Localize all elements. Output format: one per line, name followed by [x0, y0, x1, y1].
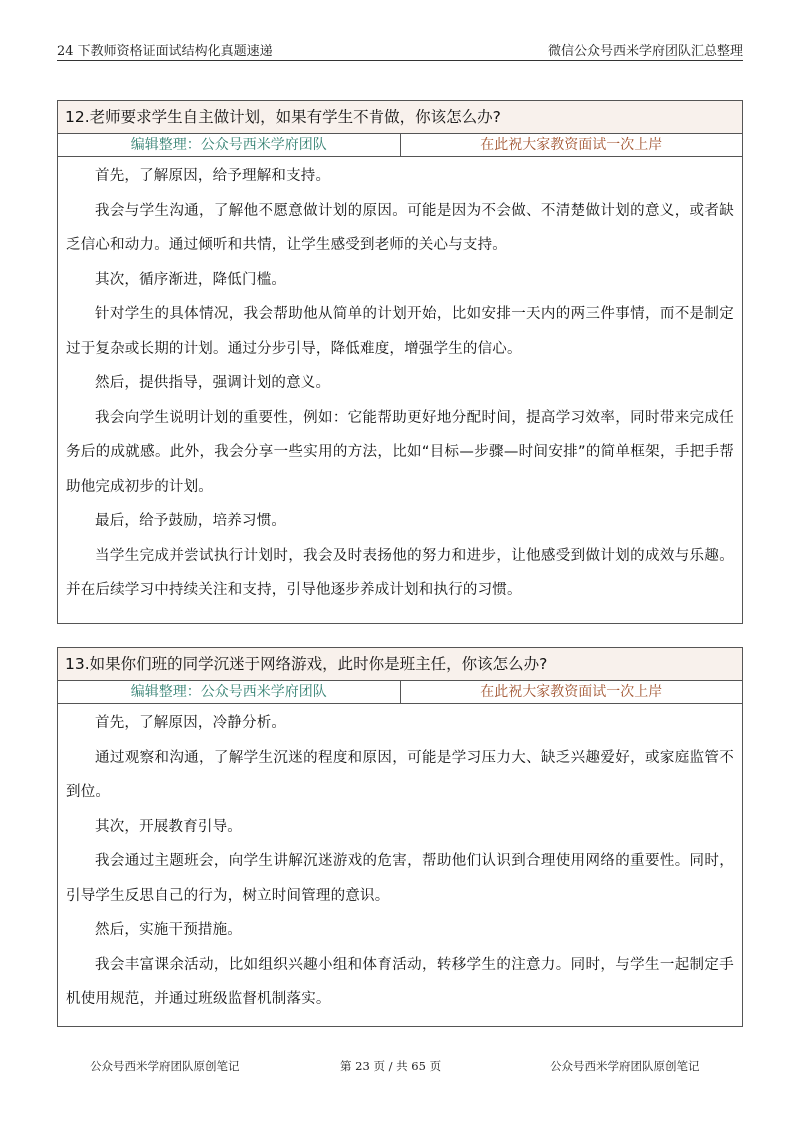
editor-credit: 编辑整理：公众号西米学府团队	[58, 681, 401, 703]
answer-paragraph: 我会丰富课余活动，比如组织兴趣小组和体育活动，转移学生的注意力。同时，与学生一起制定手机使用规范，并通过班级监督机制落实。	[66, 956, 734, 1007]
editor-row	[58, 134, 742, 157]
answer-paragraph: 针对学生的具体情况，我会帮助他从简单的计划开始，比如安排一天内的两三件事情，而不是制定过于复杂或长期的计划。通过分步引导，降低难度，增强学生的信心。	[66, 306, 734, 357]
page-footer	[0, 1058, 800, 1078]
footer-right-note: 公众号西米学府团队原创笔记	[550, 1059, 700, 1073]
answer-paragraph: 我会向学生说明计划的重要性，例如：它能帮助更好地分配时间，提高学习效率，同时带来完成任务后的成就感。此外，我会分享一些实用的方法，比如“目标—步骤—时间安排”的简单框架，手把手帮助他完成初步的计划。	[66, 409, 734, 495]
answer-paragraph: 其次，开展教育引导。	[95, 818, 242, 835]
answer-paragraph: 然后，实施干预措施。	[95, 922, 242, 938]
answer-paragraph: 当学生完成并尝试执行计划时，我会及时表扬他的努力和进步，让他感受到做计划的成效与乐趣。并在后续学习中持续关注和支持，引导他逐步养成计划和执行的习惯。	[66, 547, 734, 598]
header-right-source: 微信公众号西米学府团队汇总整理	[547, 44, 743, 59]
header-left-title: 24 下教师资格证面试结构化真题速递	[57, 44, 273, 59]
page-number: 第 23 页 / 共 65 页	[340, 1059, 442, 1073]
editor-row	[58, 681, 742, 704]
answer-paragraph: 最后，给予鼓励，培养习惯。	[95, 513, 287, 529]
answer-paragraph: 首先，了解原因，冷静分析。	[95, 715, 287, 731]
answer-paragraph: 我会与学生沟通，了解他不愿意做计划的原因。可能是因为不会做、不清楚做计划的意义，或者缺乏信心和动力。通过倾听和共情，让学生感受到老师的关心与支持。	[66, 202, 734, 253]
answer-paragraph: 其次，循序渐进，降低门槛。	[95, 271, 287, 288]
page-header	[57, 36, 743, 61]
answer-paragraph: 然后，提供指导，强调计划的意义。	[95, 375, 331, 391]
wish-text: 在此祝大家教资面试一次上岸	[480, 684, 663, 700]
answer-paragraph: 我会通过主题班会，向学生讲解沉迷游戏的危害，帮助他们认识到合理使用网络的重要性。同时，引导学生反思自己的行为，树立时间管理的意识。	[66, 853, 734, 904]
question-title: 12.老师要求学生自主做计划，如果有学生不肯做，你该怎么办?	[58, 101, 742, 134]
answer-paragraph: 首先，了解原因，给予理解和支持。	[95, 168, 331, 184]
wish-text: 在此祝大家教资面试一次上岸	[480, 137, 663, 153]
question-box-13	[57, 647, 743, 1027]
editor-credit: 编辑整理：公众号西米学府团队	[58, 134, 401, 156]
answer-content	[58, 704, 742, 1023]
answer-content	[58, 157, 742, 614]
question-box-12	[57, 100, 743, 624]
footer-left-note: 公众号西米学府团队原创笔记	[90, 1059, 240, 1073]
answer-paragraph: 通过观察和沟通，了解学生沉迷的程度和原因，可能是学习压力大、缺乏兴趣爱好，或家庭监管不到位。	[66, 749, 734, 800]
question-title: 13.如果你们班的同学沉迷于网络游戏，此时你是班主任，你该怎么办?	[58, 648, 742, 681]
